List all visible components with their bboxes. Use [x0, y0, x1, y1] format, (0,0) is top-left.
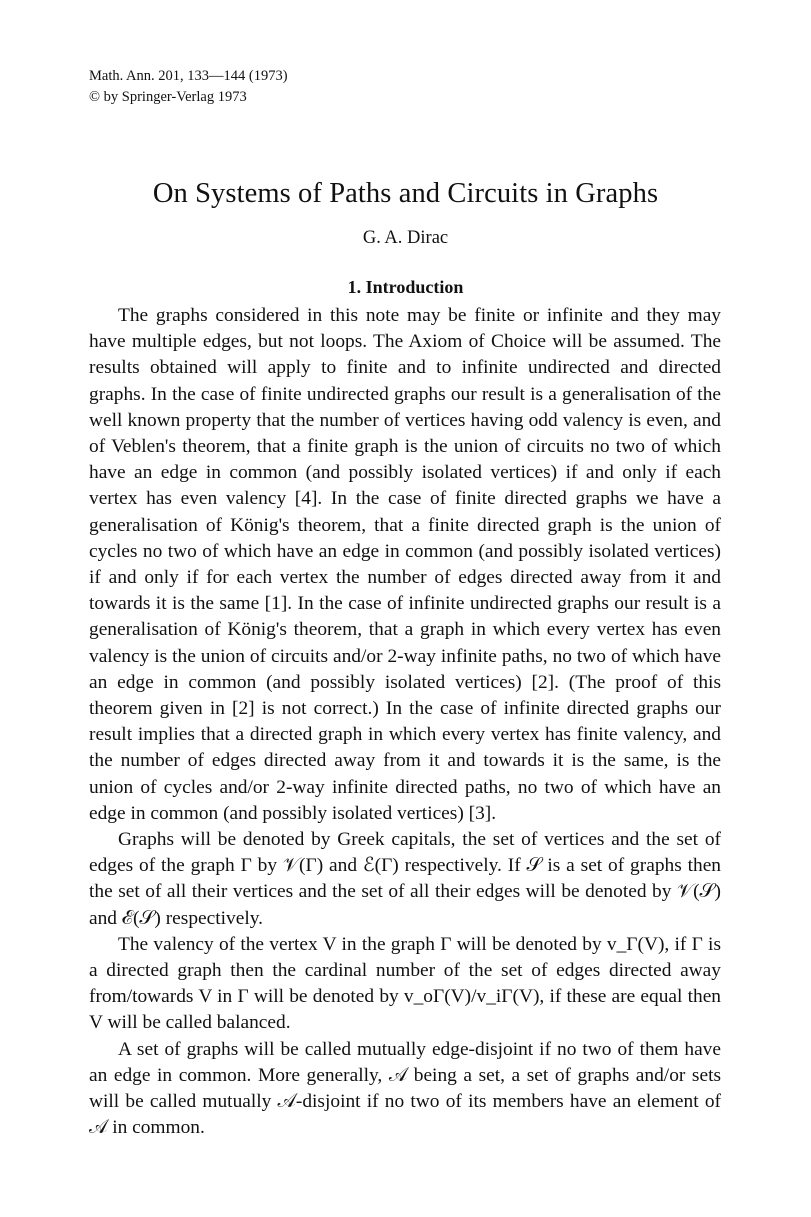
- paragraph-2: Graphs will be denoted by Greek capitals, the set of vertices and the set of edges of the graph Γ by 𝒱(Γ) and ℰ(Γ) respectively. If 𝒮 is a set of graphs then the set of all their vertices and the set of all their edges will be denoted by 𝒱(𝒮) and ℰ(𝒮) respectively.: [89, 829, 721, 929]
- section-heading: 1. Introduction: [347, 277, 464, 297]
- paragraph-1: The graphs considered in this note may be finite or infinite and they may have multiple edges, but not loops. The Axiom of Choice will be assumed. The results obtained will apply to finite and to infinite undirected and directed graphs. In the case of finite undirected graphs our result is a generalisation of the well known property that the number of vertices having odd valency is even, and of Veblen's theorem, that a finite graph is the union of circuits no two of which have an edge in common (and possibly isolated vertices) if and only if each vertex has even valency [4]. In the case of finite directed graphs we have a generalisation of König's theorem, that a finite directed graph is the union of cycles no two of which have an edge in common (and possibly isolated vertices) if and only if for each vertex the number of edges directed away from it and towards it is the same [1]. In the case of infinite undirected graphs our result is a generalisation of König's theorem, that a graph in which every vertex has even valency is the union of circuits and/or 2-way infinite paths, no two of which have an edge in common (and possibly isolated vertices) [2]. (The proof of this theorem given in [2] is not correct.) In the case of infinite directed graphs our result implies that a directed graph in which every vertex has finite valency, and the number of edges directed away from it and towards it is the same, is the union of cycles and/or 2-way infinite directed paths, no two of which have an edge in common (and possibly isolated vertices) [3].: [89, 305, 721, 824]
- paper-title: On Systems of Paths and Circuits in Graphs: [152, 178, 659, 209]
- journal-citation: Math. Ann. 201, 133—144 (1973): [89, 68, 288, 84]
- paragraph-4: A set of graphs will be called mutually edge-disjoint if no two of them have an edge in common. More generally, 𝒜 being a set, a set of graphs and/or sets will be called mutually 𝒜-disjoint if no two of its members have an element of 𝒜 in common.: [89, 1038, 721, 1139]
- paper-body: [89, 303, 721, 1142]
- journal-header: [89, 66, 288, 108]
- copyright-notice: © by Springer-Verlag 1973: [89, 89, 247, 105]
- paper-author: G. A. Dirac: [362, 228, 449, 248]
- paragraph-3: The valency of the vertex V in the graph Γ will be denoted by v_Γ(V), if Γ is a directed graph then the cardinal number of the set of edges directed away from/towards V in Γ will be denoted by v_oΓ(V)/v_iΓ(V), if these are equal then V will be called balanced.: [89, 933, 721, 1034]
